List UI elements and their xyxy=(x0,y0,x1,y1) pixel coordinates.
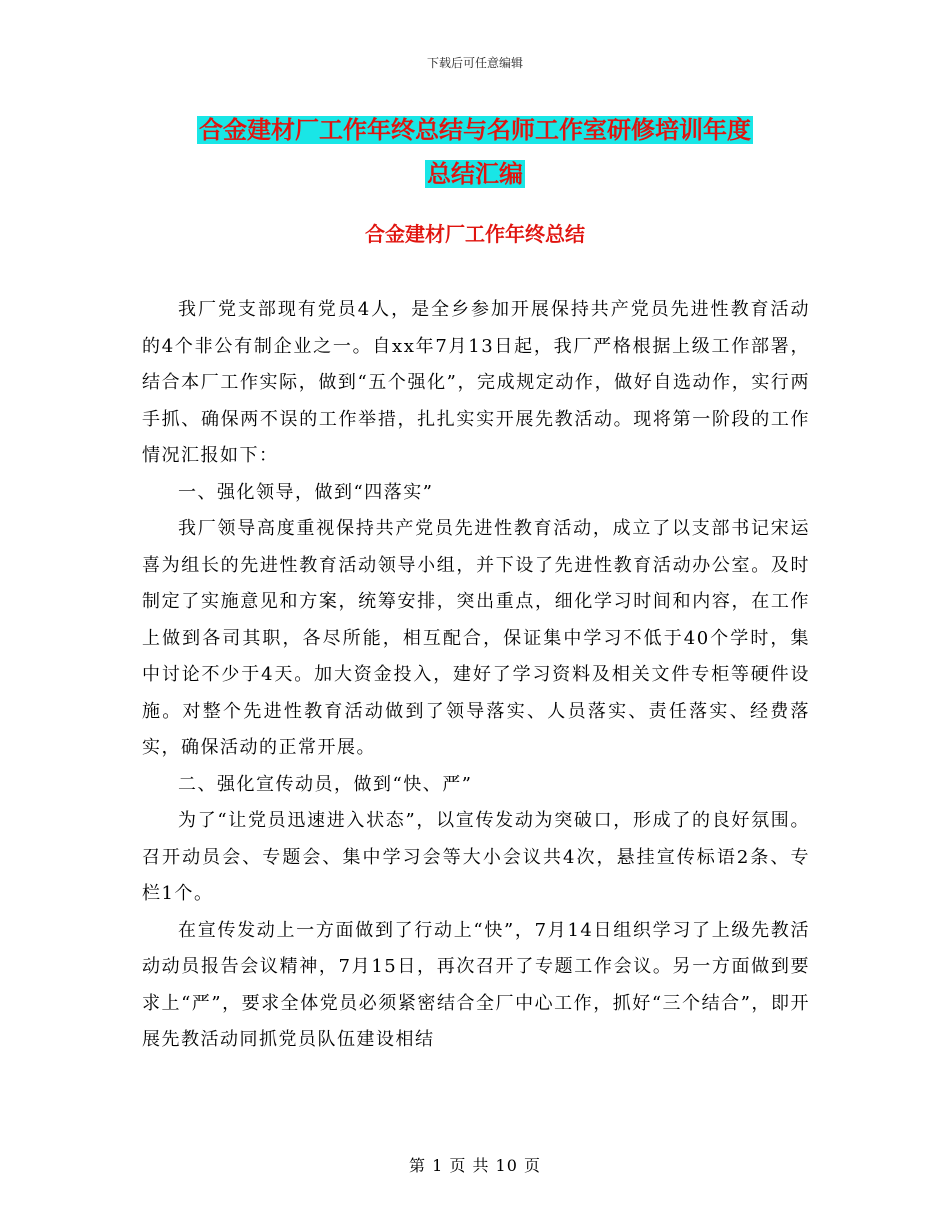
document-title-line2: 总结汇编 xyxy=(427,160,523,188)
document-title-line1: 合金建材厂工作年终总结与名师工作室研修培训年度 xyxy=(199,116,751,144)
heading-paragraph: 二、强化宣传动员，做到“快、严” xyxy=(178,773,473,795)
page-footer: 第 1 页 共 10 页 xyxy=(409,1156,541,1175)
paragraph: 我厂党支部现有党员4人，是全乡参加开展保持共产党员先进性教育活动的4个非公有制企业之一。自xx年7月13日起，我厂严格根据上级工作部署，结合本厂工作实际，做到“五个强化”，完成规定动作，做好自选动作，实行两手抓、确保两不误的工作举措，扎扎实实开展先教活动。现将第一阶段的工作情况汇报如下： xyxy=(142,299,810,466)
document-title xyxy=(120,108,830,196)
paragraph: 在宣传发动上一方面做到了行动上“快”，7月14日组织学习了上级先教活动动员报告会议精神，7月15日，再次召开了专题工作会议。另一方面做到要求上“严”，要求全体党员必须紧密结合全厂中心工作，抓好“三个结合”，即开展先教活动同抓党员队伍建设相结 xyxy=(142,919,810,1050)
document-body xyxy=(142,292,810,1059)
paragraph: 我厂领导高度重视保持共产党员先进性教育活动，成立了以支部书记宋运喜为组长的先进性教育活动领导小组，并下设了先进性教育活动办公室。及时制定了实施意见和方案，统筹安排，突出重点，细化学习时间和内容，在工作上做到各司其职，各尽所能，相互配合，保证集中学习不低于40个学时，集中讨论不少于4天。加大资金投入，建好了学习资料及相关文件专柜等硬件设施。对整个先进性教育活动做到了领导落实、人员落实、责任落实、经费落实，确保活动的正常开展。 xyxy=(142,518,810,758)
heading-paragraph: 一、强化领导，做到“四落实” xyxy=(178,481,434,503)
section-title: 合金建材厂工作年终总结 xyxy=(365,222,585,246)
header-note: 下载后可任意编辑 xyxy=(426,56,523,70)
paragraph: 为了“让党员迅速进入状态”，以宣传发动为突破口，形成了的良好氛围。召开动员会、专题会、集中学习会等大小会议共4次，悬挂宣传标语2条、专栏1个。 xyxy=(142,810,810,904)
